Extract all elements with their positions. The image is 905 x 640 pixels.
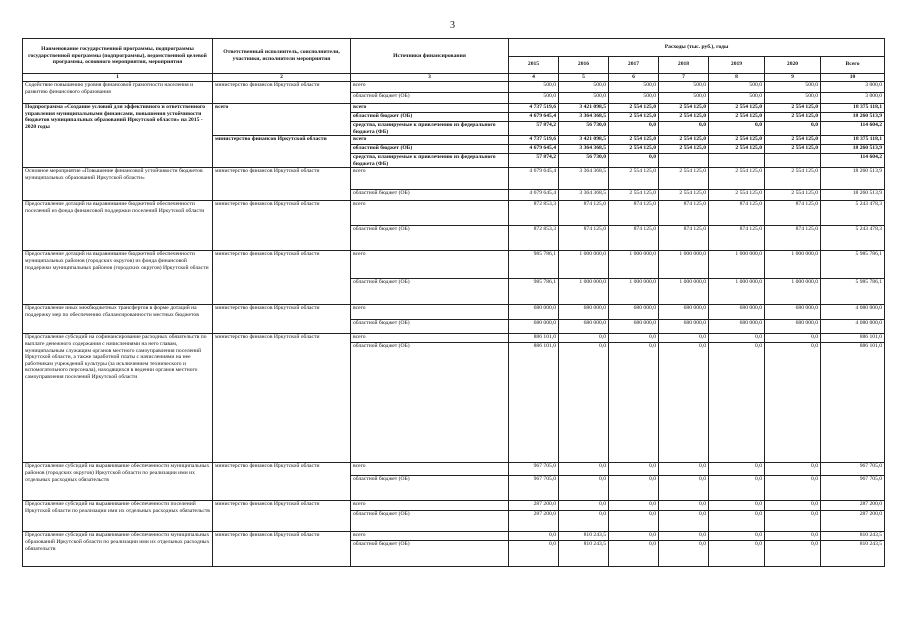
value-cell: 3 364 368,5 (559, 190, 609, 201)
value-cell: 2 554 125,0 (709, 190, 765, 201)
source-cell: всего (351, 251, 509, 279)
value-cell: 2 554 125,0 (765, 136, 821, 145)
source-cell: областной бюджет (ОБ) (351, 343, 509, 463)
program-name: Предоставление субсидий на софинансирование расходных обязательств по выплате денежного содержания с начислениями на него главам, муниципальным служащим органов местного самоуправления поселений Иркутской области, а также заработной платы с начислениями на нее работникам учреждений культуры (за исключением технического и вспомогательного персонала), находящихся в ведении органов местного самоуправления поселений Иркутской области (23, 334, 213, 463)
value-cell: 4 679 645,4 (509, 113, 559, 122)
total-cell: 114 604,2 (821, 154, 885, 168)
value-cell: 0,0 (559, 511, 609, 532)
total-cell: 886 101,0 (821, 334, 885, 343)
source-cell: всего (351, 305, 509, 320)
value-cell: 0,0 (509, 541, 559, 567)
value-cell: 3 364 368,5 (559, 113, 609, 122)
value-cell: 0,0 (559, 476, 609, 501)
source-cell: областной бюджет (ОБ) (351, 93, 509, 104)
source-cell: всего (351, 104, 509, 113)
value-cell: 872 853,3 (509, 226, 559, 251)
value-cell: 2 554 125,0 (709, 168, 765, 190)
executor-cell: министерство финансов Иркутской области (213, 463, 351, 501)
value-cell: 2 554 125,0 (709, 136, 765, 145)
value-cell: 0,0 (609, 476, 659, 501)
value-cell: 1 000 000,0 (559, 251, 609, 279)
value-cell: 2 554 125,0 (709, 104, 765, 113)
value-cell: 2 554 125,0 (765, 190, 821, 201)
source-cell: всего (351, 334, 509, 343)
table-body (23, 82, 885, 567)
value-cell: 2 554 125,0 (609, 168, 659, 190)
table-row (23, 168, 885, 190)
table-row (23, 532, 885, 541)
value-cell: 2 554 125,0 (765, 168, 821, 190)
program-name: Содействие повышению уровня финансовой грамотности населения и развитию финансового образования (23, 82, 213, 104)
value-cell: 4 737 519,6 (509, 104, 559, 113)
table-row (23, 501, 885, 511)
program-name: Предоставление субсидий на выравнивание обеспеченности муниципальных районов (городских округов) Иркутской области по реализации ими их отдельных расходных обязательств (23, 463, 213, 501)
value-cell: 0,0 (709, 532, 765, 541)
source-cell: областной бюджет (ОБ) (351, 190, 509, 201)
value-cell: 500,0 (765, 82, 821, 93)
value-cell: 2 554 125,0 (609, 136, 659, 145)
table-row (23, 305, 885, 320)
header-expenses: Расходы (тыс. руб.), годы (509, 39, 885, 57)
total-header: Всего (821, 56, 885, 74)
source-cell: всего (351, 168, 509, 190)
value-cell: 0,0 (609, 501, 659, 511)
year-cell: 2015 (509, 56, 559, 74)
column-number: 9 (765, 74, 821, 82)
value-cell: 3 421 098,5 (559, 136, 609, 145)
column-number: 10 (821, 74, 885, 82)
total-cell: 18 260 513,9 (821, 190, 885, 201)
value-cell: 810 243,5 (559, 532, 609, 541)
source-cell: всего (351, 501, 509, 511)
value-cell: 2 554 125,0 (659, 113, 709, 122)
value-cell (765, 154, 821, 168)
column-number: 6 (609, 74, 659, 82)
value-cell: 1 000 000,0 (765, 279, 821, 305)
table-row (23, 251, 885, 279)
value-cell: 0,0 (709, 334, 765, 343)
value-cell: 0,0 (659, 334, 709, 343)
year-cell: 2016 (559, 56, 609, 74)
value-cell: 0,0 (509, 532, 559, 541)
value-cell: 1 000 000,0 (659, 279, 709, 305)
total-cell: 5 985 786,1 (821, 251, 885, 279)
value-cell: 680 000,0 (509, 320, 559, 334)
value-cell: 2 554 125,0 (709, 145, 765, 154)
value-cell: 500,0 (709, 82, 765, 93)
value-cell: 0,0 (609, 343, 659, 463)
value-cell: 0,0 (765, 532, 821, 541)
value-cell: 2 554 125,0 (659, 168, 709, 190)
header-row (23, 39, 885, 57)
budget-table (22, 38, 885, 567)
value-cell: 0,0 (609, 154, 659, 168)
executor-cell: министерство финансов Иркутской области (213, 501, 351, 532)
column-number: 7 (659, 74, 709, 82)
value-cell: 2 554 125,0 (609, 104, 659, 113)
source-cell: средства, планируемые к привлечению из федерального бюджета (ФБ) (351, 122, 509, 136)
value-cell: 2 554 125,0 (659, 145, 709, 154)
total-cell: 18 375 118,1 (821, 104, 885, 113)
total-cell: 18 260 513,9 (821, 168, 885, 190)
value-cell: 680 000,0 (765, 305, 821, 320)
value-cell: 0,0 (709, 541, 765, 567)
total-cell: 967 705,0 (821, 463, 885, 476)
program-name: Предоставление дотаций на выравнивание бюджетной обеспеченности муниципальных районов (городских округов) из фонда финансовой поддержки муниципальных районов (городских округов) Иркутской области (23, 251, 213, 305)
column-number: 5 (559, 74, 609, 82)
value-cell: 287 200,0 (509, 501, 559, 511)
source-cell: областной бюджет (ОБ) (351, 226, 509, 251)
value-cell: 0,0 (765, 463, 821, 476)
table-row (23, 104, 885, 113)
total-cell: 5 985 786,1 (821, 279, 885, 305)
value-cell: 874 125,0 (659, 201, 709, 226)
value-cell: 0,0 (609, 532, 659, 541)
value-cell: 500,0 (609, 93, 659, 104)
source-cell: всего (351, 463, 509, 476)
value-cell: 0,0 (709, 511, 765, 532)
value-cell: 2 554 125,0 (609, 145, 659, 154)
total-cell: 5 243 478,3 (821, 201, 885, 226)
value-cell: 0,0 (709, 501, 765, 511)
value-cell: 0,0 (609, 541, 659, 567)
value-cell: 1 000 000,0 (765, 251, 821, 279)
total-cell: 810 243,5 (821, 541, 885, 567)
header-name: Наименование государственной программы, подпрограммы государственной программы (подпрограммы), ведомственной целевой программы, основного мероприятия, мероприятия (23, 39, 213, 74)
header-executor: Ответственный исполнитель, соисполнители, участники, исполнители мероприятия (213, 39, 351, 74)
value-cell: 680 000,0 (709, 320, 765, 334)
value-cell: 4 737 519,6 (509, 136, 559, 145)
value-cell: 874 125,0 (609, 226, 659, 251)
executor-cell: министерство финансов Иркутской области (213, 251, 351, 305)
value-cell: 886 101,0 (509, 343, 559, 463)
table-row (23, 201, 885, 226)
source-cell: областной бюджет (ОБ) (351, 511, 509, 532)
value-cell: 0,0 (709, 122, 765, 136)
value-cell: 0,0 (765, 476, 821, 501)
table-row (23, 463, 885, 476)
value-cell: 1 000 000,0 (559, 279, 609, 305)
column-number: 2 (213, 74, 351, 82)
value-cell: 874 125,0 (559, 226, 609, 251)
value-cell: 874 125,0 (709, 201, 765, 226)
value-cell: 810 243,5 (559, 541, 609, 567)
total-cell: 18 375 118,1 (821, 136, 885, 145)
value-cell: 1 000 000,0 (609, 251, 659, 279)
value-cell: 985 786,1 (509, 279, 559, 305)
value-cell: 886 101,0 (509, 334, 559, 343)
value-cell: 0,0 (609, 334, 659, 343)
value-cell: 0,0 (709, 476, 765, 501)
source-cell: областной бюджет (ОБ) (351, 145, 509, 154)
value-cell: 287 200,0 (509, 511, 559, 532)
value-cell: 3 364 368,5 (559, 145, 609, 154)
value-cell: 2 554 125,0 (659, 136, 709, 145)
value-cell: 3 364 368,5 (559, 168, 609, 190)
value-cell: 680 000,0 (609, 305, 659, 320)
program-name: Основное мероприятие «Повышение финансовой устойчивости бюджетов муниципальных образований Иркутской области» (23, 168, 213, 201)
value-cell: 0,0 (559, 343, 609, 463)
value-cell: 0,0 (609, 463, 659, 476)
value-cell: 967 705,0 (509, 463, 559, 476)
value-cell: 500,0 (559, 93, 609, 104)
value-cell: 2 554 125,0 (765, 113, 821, 122)
total-cell: 4 080 000,0 (821, 320, 885, 334)
header-sources: Источники финансирования (351, 39, 509, 74)
program-name: Предоставление дотаций на выравнивание бюджетной обеспеченности поселений из фонда финансовой поддержки поселений Иркутской области (23, 201, 213, 251)
source-cell: областной бюджет (ОБ) (351, 320, 509, 334)
value-cell: 680 000,0 (509, 305, 559, 320)
column-number: 4 (509, 74, 559, 82)
executor-cell: министерство финансов Иркутской области (213, 168, 351, 201)
value-cell: 4 679 645,4 (509, 190, 559, 201)
total-cell: 967 705,0 (821, 476, 885, 501)
value-cell: 680 000,0 (765, 320, 821, 334)
total-cell: 810 243,5 (821, 532, 885, 541)
total-cell: 4 080 000,0 (821, 305, 885, 320)
value-cell: 2 554 125,0 (765, 145, 821, 154)
total-cell: 18 260 513,9 (821, 113, 885, 122)
value-cell: 500,0 (609, 82, 659, 93)
program-name: Подпрограмма «Создание условий для эффективного и ответственного управления муниципальными финансами, повышения устойчивости бюджетов муниципальных образований Иркутской области» на 2015 - 2020 годы (23, 104, 213, 168)
value-cell: 4 679 645,4 (509, 168, 559, 190)
executor-cell: министерство финансов Иркутской области (213, 334, 351, 463)
value-cell: 680 000,0 (659, 320, 709, 334)
source-cell: средства, планируемые к привлечению из федерального бюджета (ФБ) (351, 154, 509, 168)
source-cell: всего (351, 82, 509, 93)
value-cell: 1 000 000,0 (709, 279, 765, 305)
value-cell: 874 125,0 (609, 201, 659, 226)
value-cell: 0,0 (765, 501, 821, 511)
source-cell: областной бюджет (ОБ) (351, 279, 509, 305)
value-cell: 0,0 (765, 334, 821, 343)
program-name: Предоставление субсидий на выравнивание обеспеченности муниципальных образований Иркутской области по реализации ими их отдельных расходных обязательств (23, 532, 213, 567)
value-cell: 680 000,0 (659, 305, 709, 320)
value-cell: 0,0 (765, 541, 821, 567)
value-cell: 0,0 (609, 122, 659, 136)
value-cell: 500,0 (659, 82, 709, 93)
value-cell: 0,0 (659, 501, 709, 511)
source-cell: всего (351, 136, 509, 145)
value-cell: 874 125,0 (765, 201, 821, 226)
executor-cell: министерство финансов Иркутской области (213, 532, 351, 567)
value-cell: 2 554 125,0 (609, 190, 659, 201)
value-cell: 1 000 000,0 (609, 279, 659, 305)
value-cell: 680 000,0 (709, 305, 765, 320)
value-cell: 2 554 125,0 (709, 113, 765, 122)
total-cell: 114 604,2 (821, 122, 885, 136)
source-cell: всего (351, 201, 509, 226)
table-row (23, 334, 885, 343)
source-cell: областной бюджет (ОБ) (351, 113, 509, 122)
value-cell: 874 125,0 (659, 226, 709, 251)
value-cell: 2 554 125,0 (609, 113, 659, 122)
value-cell: 0,0 (659, 343, 709, 463)
value-cell: 0,0 (659, 122, 709, 136)
total-cell: 3 000,0 (821, 82, 885, 93)
program-name: Предоставление субсидий на выравнивание обеспеченности поселений Иркутской области по реализации ими их отдельных расходных обязательств (23, 501, 213, 532)
value-cell: 872 853,3 (509, 201, 559, 226)
column-number: 1 (23, 74, 213, 82)
value-cell: 56 730,0 (559, 154, 609, 168)
total-cell: 3 000,0 (821, 93, 885, 104)
value-cell: 0,0 (659, 532, 709, 541)
value-cell: 985 786,1 (509, 251, 559, 279)
total-cell: 287 200,0 (821, 511, 885, 532)
year-cell: 2019 (709, 56, 765, 74)
value-cell: 500,0 (765, 93, 821, 104)
value-cell: 0,0 (659, 463, 709, 476)
total-cell: 5 243 478,3 (821, 226, 885, 251)
source-cell: областной бюджет (ОБ) (351, 476, 509, 501)
value-cell (709, 154, 765, 168)
value-cell: 1 000 000,0 (659, 251, 709, 279)
value-cell: 0,0 (559, 463, 609, 476)
source-cell: всего (351, 532, 509, 541)
value-cell: 500,0 (559, 82, 609, 93)
value-cell: 57 874,2 (509, 122, 559, 136)
value-cell: 874 125,0 (765, 226, 821, 251)
value-cell: 0,0 (559, 501, 609, 511)
value-cell: 0,0 (609, 511, 659, 532)
value-cell: 874 125,0 (709, 226, 765, 251)
value-cell: 0,0 (659, 511, 709, 532)
value-cell: 500,0 (709, 93, 765, 104)
value-cell: 680 000,0 (559, 320, 609, 334)
column-number: 3 (351, 74, 509, 82)
value-cell: 56 730,0 (559, 122, 609, 136)
value-cell: 680 000,0 (559, 305, 609, 320)
value-cell: 500,0 (509, 93, 559, 104)
value-cell: 0,0 (765, 343, 821, 463)
year-cell: 2020 (765, 56, 821, 74)
executor-cell: министерство финансов Иркутской области (213, 201, 351, 251)
value-cell: 3 421 098,5 (559, 104, 609, 113)
value-cell (659, 154, 709, 168)
source-cell: областной бюджет (ОБ) (351, 541, 509, 567)
executor-cell: министерство финансов Иркутской области (213, 82, 351, 104)
value-cell: 500,0 (509, 82, 559, 93)
value-cell: 680 000,0 (609, 320, 659, 334)
total-cell: 18 260 513,9 (821, 145, 885, 154)
value-cell: 0,0 (659, 476, 709, 501)
page-number: 3 (450, 20, 455, 31)
value-cell: 0,0 (709, 463, 765, 476)
value-cell: 0,0 (559, 334, 609, 343)
executor-cell: министерство финансов Иркутской области (213, 136, 351, 168)
value-cell: 874 125,0 (559, 201, 609, 226)
executor-cell: всего (213, 104, 351, 136)
value-cell: 967 705,0 (509, 476, 559, 501)
total-cell: 287 200,0 (821, 501, 885, 511)
value-cell: 57 874,2 (509, 154, 559, 168)
program-name: Предоставление иных межбюджетных трансфертов в форме дотаций на поддержку мер по обеспечению сбалансированности местных бюджетов (23, 305, 213, 334)
value-cell: 2 554 125,0 (765, 104, 821, 113)
executor-cell: министерство финансов Иркутской области (213, 305, 351, 334)
value-cell: 2 554 125,0 (659, 190, 709, 201)
column-numbers-row (23, 74, 885, 82)
value-cell: 0,0 (765, 122, 821, 136)
value-cell: 1 000 000,0 (709, 251, 765, 279)
value-cell: 2 554 125,0 (659, 104, 709, 113)
value-cell: 0,0 (659, 541, 709, 567)
year-cell: 2018 (659, 56, 709, 74)
value-cell: 0,0 (765, 511, 821, 532)
column-number: 8 (709, 74, 765, 82)
total-cell: 886 101,0 (821, 343, 885, 463)
value-cell: 4 679 645,4 (509, 145, 559, 154)
value-cell: 0,0 (709, 343, 765, 463)
year-cell: 2017 (609, 56, 659, 74)
value-cell: 500,0 (659, 93, 709, 104)
table-row (23, 82, 885, 93)
